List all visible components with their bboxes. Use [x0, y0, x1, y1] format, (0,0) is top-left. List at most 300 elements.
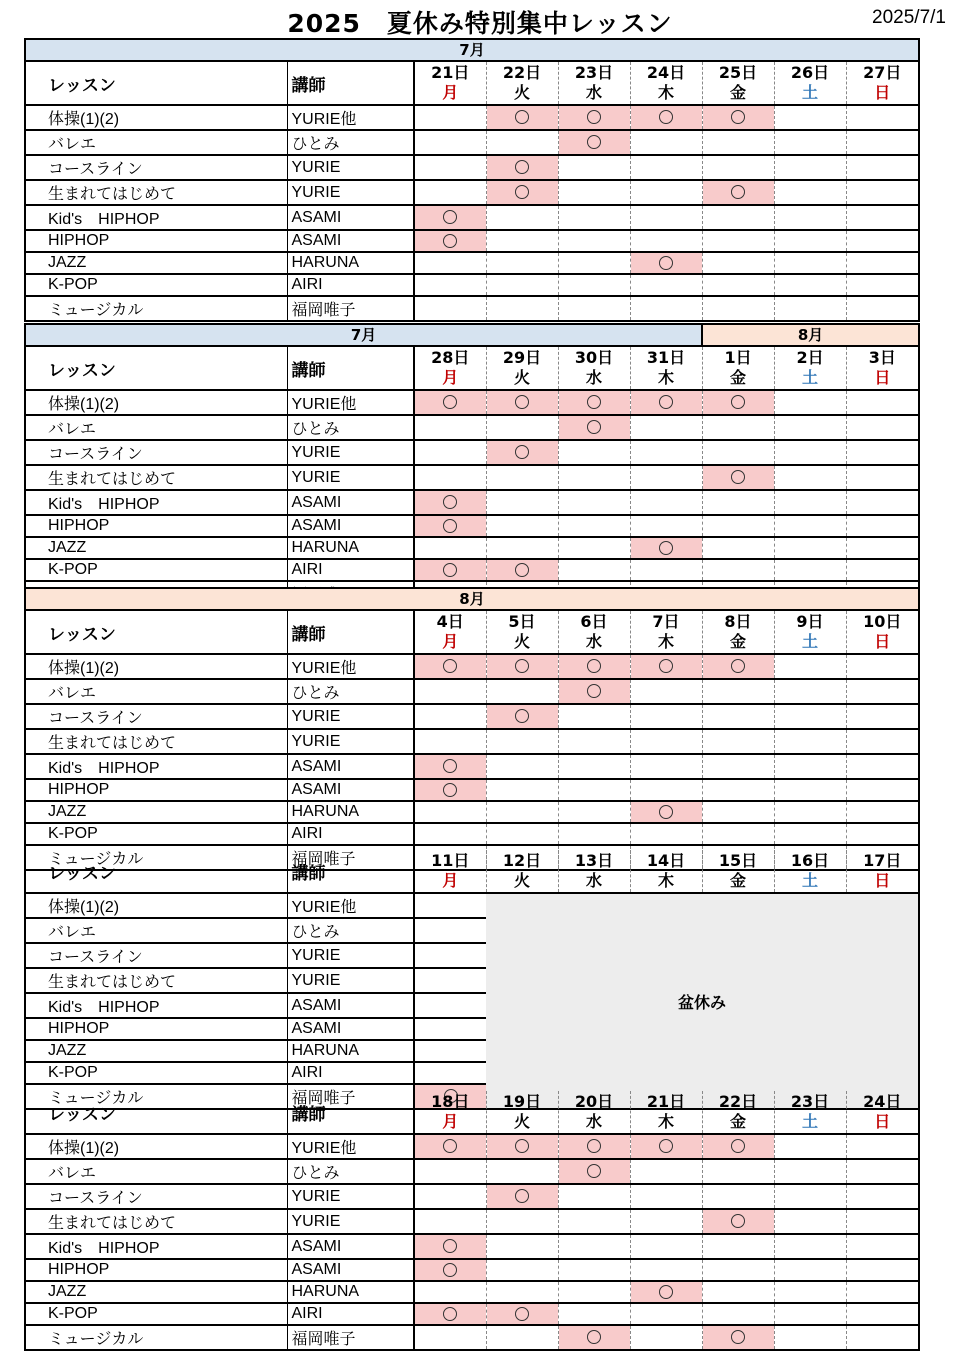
lesson-slot [630, 1234, 702, 1259]
lesson-slot-on [486, 559, 558, 581]
lesson-slot [414, 968, 486, 993]
lesson-slot [774, 754, 846, 779]
lesson-slot [558, 230, 630, 252]
lesson-name: K-POP [25, 1303, 287, 1325]
weekday-label: 木 [658, 368, 675, 387]
lesson-slot-on [630, 390, 702, 415]
lesson-slot [846, 1303, 919, 1325]
lesson-name: コースライン [25, 943, 287, 968]
lesson-row [25, 1134, 919, 1159]
weekday-label: 水 [585, 871, 602, 890]
lesson-mark [587, 1164, 601, 1178]
lesson-slot-on [630, 654, 702, 679]
teacher-name: AIRI [287, 1062, 414, 1084]
lesson-mark [659, 395, 673, 409]
lesson-slot-on [414, 1234, 486, 1259]
lesson-row [25, 1184, 919, 1209]
lesson-mark [443, 783, 457, 797]
weekday-label: 日 [874, 368, 891, 387]
lesson-row [25, 180, 919, 205]
lesson-mark [515, 659, 529, 673]
lesson-slot-on [702, 1134, 774, 1159]
day-header [558, 346, 630, 390]
day-header [486, 850, 558, 893]
lesson-slot [774, 130, 846, 155]
day-header [846, 850, 919, 893]
day-number: 13日 [574, 851, 614, 870]
lesson-slot [630, 1209, 702, 1234]
lesson-slot [558, 465, 630, 490]
lesson-slot [486, 415, 558, 440]
lesson-row [25, 754, 919, 779]
lesson-row [25, 296, 919, 321]
week-table-1 [24, 38, 918, 322]
lesson-slot [774, 729, 846, 754]
day-header [414, 610, 486, 654]
lesson-row [25, 1281, 919, 1303]
lesson-name: K-POP [25, 1062, 287, 1084]
lesson-mark [587, 1330, 601, 1344]
lesson-slot [846, 679, 919, 704]
lesson-name: HIPHOP [25, 779, 287, 801]
lesson-mark [587, 395, 601, 409]
lesson-name: 体操(1)(2) [25, 654, 287, 679]
month-bar [25, 39, 919, 61]
lesson-mark [731, 110, 745, 124]
teacher-name: YURIE [287, 465, 414, 490]
day-header [846, 346, 919, 390]
lesson-slot [558, 274, 630, 296]
lesson-slot [486, 1259, 558, 1281]
day-header [630, 610, 702, 654]
lesson-slot [558, 1184, 630, 1209]
lesson-name: 体操(1)(2) [25, 893, 287, 918]
teacher-name: HARUNA [287, 1040, 414, 1062]
lesson-mark [443, 210, 457, 224]
lesson-slot [414, 801, 486, 823]
lesson-slot [414, 155, 486, 180]
lesson-slot [486, 823, 558, 845]
lesson-slot-on [630, 1281, 702, 1303]
lesson-mark [443, 519, 457, 533]
lesson-slot [774, 801, 846, 823]
lesson-mark [515, 185, 529, 199]
lesson-slot-on [702, 654, 774, 679]
lesson-slot [702, 779, 774, 801]
header-row [25, 850, 919, 893]
lesson-row [25, 390, 919, 415]
lesson-slot [702, 1159, 774, 1184]
month-label: 8月 [702, 324, 919, 346]
day-header [702, 850, 774, 893]
week-table-4 [24, 850, 918, 1110]
lesson-name: バレエ [25, 918, 287, 943]
lesson-mark [587, 420, 601, 434]
lesson-slot [702, 440, 774, 465]
lesson-slot-on [702, 1325, 774, 1350]
lesson-slot [846, 823, 919, 845]
lesson-mark [443, 1139, 457, 1153]
teacher-name: ASAMI [287, 754, 414, 779]
lesson-mark [515, 445, 529, 459]
lesson-slot [846, 1209, 919, 1234]
lesson-slot-on [414, 490, 486, 515]
lesson-slot [774, 1234, 846, 1259]
lesson-row [25, 274, 919, 296]
day-number: 12日 [502, 851, 542, 870]
lesson-name: 体操(1)(2) [25, 105, 287, 130]
day-number: 30日 [574, 348, 614, 367]
lesson-mark [515, 160, 529, 174]
day-header [630, 1091, 702, 1134]
lesson-slot [486, 779, 558, 801]
lesson-mark [659, 256, 673, 270]
lesson-row [25, 515, 919, 537]
day-header [846, 610, 919, 654]
schedule-grid [24, 1091, 920, 1351]
teacher-header: 講師 [287, 1091, 414, 1134]
lesson-slot [630, 704, 702, 729]
lesson-slot [558, 155, 630, 180]
day-number: 17日 [863, 851, 902, 870]
week-table-3 [24, 587, 918, 871]
day-header [774, 61, 846, 105]
lesson-slot [486, 274, 558, 296]
week-table-2 [24, 323, 918, 607]
month-label: 7月 [25, 324, 702, 346]
lesson-name: コースライン [25, 155, 287, 180]
lesson-mark [659, 1139, 673, 1153]
lesson-slot [558, 440, 630, 465]
lesson-name: ミュージカル [25, 1084, 287, 1109]
lesson-mark [659, 659, 673, 673]
weekday-label: 水 [585, 632, 602, 651]
teacher-name: ひとみ [287, 918, 414, 943]
weekday-label: 金 [729, 83, 746, 102]
teacher-name: HARUNA [287, 537, 414, 559]
lesson-name: K-POP [25, 274, 287, 296]
lesson-slot-on [630, 105, 702, 130]
lesson-slot-on [558, 1325, 630, 1350]
lesson-slot [414, 1018, 486, 1040]
weekday-label: 金 [730, 368, 747, 387]
day-header [702, 61, 774, 105]
lesson-slot [846, 729, 919, 754]
lesson-slot [702, 296, 774, 321]
teacher-name: ひとみ [287, 415, 414, 440]
day-number: 7日 [652, 612, 680, 631]
lesson-slot [486, 465, 558, 490]
lesson-slot [702, 1259, 774, 1281]
lesson-slot [846, 537, 919, 559]
weekday-label: 金 [729, 871, 746, 890]
lesson-slot-on [486, 155, 558, 180]
day-header [774, 610, 846, 654]
teacher-name: AIRI [287, 559, 414, 581]
day-number: 29日 [502, 348, 542, 367]
lesson-slot-on [486, 654, 558, 679]
lesson-slot [846, 704, 919, 729]
lesson-slot [846, 415, 919, 440]
lesson-slot [414, 415, 486, 440]
lesson-slot [846, 180, 919, 205]
lesson-mark [443, 1307, 457, 1321]
lesson-slot [558, 180, 630, 205]
lesson-slot-on [558, 390, 630, 415]
teacher-name: ASAMI [287, 1234, 414, 1259]
lesson-slot [846, 155, 919, 180]
lesson-mark [443, 563, 457, 577]
lesson-slot [846, 801, 919, 823]
lesson-row [25, 440, 919, 465]
lesson-slot [630, 1184, 702, 1209]
lesson-slot [558, 1281, 630, 1303]
lesson-name: K-POP [25, 559, 287, 581]
lesson-slot [846, 105, 919, 130]
lesson-slot [414, 1325, 486, 1350]
lesson-slot-on [486, 1134, 558, 1159]
document-date: 2025/7/1 [872, 7, 946, 28]
lesson-row [25, 1259, 919, 1281]
lesson-slot [486, 754, 558, 779]
lesson-slot [774, 654, 846, 679]
lesson-slot [774, 1303, 846, 1325]
day-header [486, 610, 558, 654]
teacher-name: ひとみ [287, 679, 414, 704]
teacher-name: YURIE [287, 1184, 414, 1209]
lesson-mark [659, 805, 673, 819]
lesson-slot [630, 1325, 702, 1350]
schedule-grid [24, 323, 920, 607]
lesson-slot [630, 490, 702, 515]
lesson-slot [774, 180, 846, 205]
header-row [25, 61, 919, 105]
day-number: 15日 [718, 851, 758, 870]
lesson-row [25, 654, 919, 679]
lesson-slot-on [414, 779, 486, 801]
teacher-name: ASAMI [287, 205, 414, 230]
month-bar [25, 324, 919, 346]
weekday-label: 木 [657, 871, 674, 890]
day-header [486, 1091, 558, 1134]
teacher-name: 福岡唯子 [287, 1325, 414, 1350]
teacher-name: YURIE [287, 968, 414, 993]
lesson-row [25, 130, 919, 155]
lesson-name: 生まれてはじめて [25, 465, 287, 490]
lesson-slot [846, 559, 919, 581]
lesson-slot [702, 801, 774, 823]
weekday-label: 日 [874, 1112, 891, 1131]
schedule-grid [24, 38, 920, 322]
lesson-slot [414, 465, 486, 490]
lesson-row [25, 205, 919, 230]
lesson-header: レッスン [25, 346, 287, 390]
teacher-name: 福岡唯子 [287, 1084, 414, 1109]
lesson-name: Kid's HIPHOP [25, 754, 287, 779]
lesson-slot [702, 1234, 774, 1259]
lesson-slot-on [630, 1134, 702, 1159]
weekday-label: 金 [729, 632, 746, 651]
lesson-mark [443, 1263, 457, 1277]
lesson-slot [774, 1159, 846, 1184]
lesson-slot [774, 1259, 846, 1281]
lesson-slot [702, 130, 774, 155]
day-header [846, 61, 919, 105]
lesson-slot-on [414, 1259, 486, 1281]
weekday-label: 水 [585, 83, 602, 102]
lesson-slot-on [414, 559, 486, 581]
lesson-slot [414, 537, 486, 559]
lesson-name: JAZZ [25, 1040, 287, 1062]
lesson-slot [846, 1281, 919, 1303]
lesson-slot [846, 1159, 919, 1184]
lesson-slot [702, 1281, 774, 1303]
lesson-mark [587, 1139, 601, 1153]
teacher-name: YURIE他 [287, 1134, 414, 1159]
lesson-name: ミュージカル [25, 845, 287, 870]
lesson-slot [414, 1159, 486, 1184]
lesson-name: JAZZ [25, 252, 287, 274]
lesson-slot [846, 440, 919, 465]
lesson-slot [414, 918, 486, 943]
lesson-slot [414, 274, 486, 296]
lesson-mark [731, 659, 745, 673]
lesson-slot [774, 1325, 846, 1350]
day-number: 31日 [646, 348, 686, 367]
lesson-slot [774, 230, 846, 252]
lesson-slot [558, 754, 630, 779]
lesson-slot [774, 1134, 846, 1159]
lesson-slot [630, 823, 702, 845]
day-number: 20日 [574, 1092, 614, 1111]
day-header [702, 1091, 774, 1134]
header-row [25, 1091, 919, 1134]
lesson-slot-on [486, 440, 558, 465]
lesson-slot [558, 296, 630, 321]
lesson-slot [486, 252, 558, 274]
lesson-name: バレエ [25, 130, 287, 155]
teacher-name: YURIE他 [287, 105, 414, 130]
lesson-slot [702, 155, 774, 180]
lesson-name: 生まれてはじめて [25, 729, 287, 754]
weekday-label: 月 [442, 871, 459, 890]
lesson-slot-on [558, 1134, 630, 1159]
lesson-mark [731, 1330, 745, 1344]
weekday-label: 日 [874, 632, 891, 651]
lesson-name: HIPHOP [25, 1259, 287, 1281]
lesson-name: JAZZ [25, 801, 287, 823]
teacher-header: 講師 [287, 346, 414, 390]
lesson-slot [486, 537, 558, 559]
lesson-slot [702, 559, 774, 581]
lesson-slot-on [486, 180, 558, 205]
lesson-slot [774, 1281, 846, 1303]
lesson-slot [702, 274, 774, 296]
lesson-header: レッスン [25, 61, 287, 105]
lesson-slot [630, 296, 702, 321]
teacher-header: 講師 [287, 850, 414, 893]
lesson-slot [702, 1184, 774, 1209]
lesson-mark [659, 541, 673, 555]
lesson-row [25, 704, 919, 729]
teacher-name: ひとみ [287, 130, 414, 155]
lesson-header: レッスン [25, 610, 287, 654]
lesson-row [25, 729, 919, 754]
lesson-slot [846, 754, 919, 779]
teacher-name: HARUNA [287, 252, 414, 274]
lesson-name: HIPHOP [25, 515, 287, 537]
teacher-name: ASAMI [287, 779, 414, 801]
lesson-slot [846, 779, 919, 801]
day-number: 8日 [724, 612, 752, 631]
lesson-slot-on [414, 654, 486, 679]
lesson-slot [414, 180, 486, 205]
lesson-slot [414, 1040, 486, 1062]
teacher-name: 福岡唯子 [287, 845, 414, 870]
day-number: 24日 [863, 1092, 902, 1111]
lesson-slot [630, 415, 702, 440]
day-header [774, 1091, 846, 1134]
lesson-slot [846, 1234, 919, 1259]
lesson-mark [515, 1139, 529, 1153]
lesson-mark [443, 495, 457, 509]
weekday-label: 火 [513, 871, 530, 890]
teacher-name: AIRI [287, 274, 414, 296]
lesson-mark [731, 395, 745, 409]
lesson-name: K-POP [25, 823, 287, 845]
weekday-label: 月 [442, 368, 459, 387]
day-number: 22日 [502, 63, 542, 82]
lesson-slot [774, 679, 846, 704]
day-number: 11日 [431, 851, 470, 870]
lesson-name: JAZZ [25, 537, 287, 559]
teacher-name: YURIE [287, 729, 414, 754]
day-header [486, 346, 558, 390]
lesson-mark [515, 1189, 529, 1203]
lesson-slot [558, 559, 630, 581]
lesson-header: レッスン [25, 850, 287, 893]
lesson-slot [414, 704, 486, 729]
lesson-slot [486, 1159, 558, 1184]
lesson-slot [846, 390, 919, 415]
lesson-slot [486, 801, 558, 823]
lesson-slot [846, 1134, 919, 1159]
teacher-name: ひとみ [287, 1159, 414, 1184]
weekday-label: 火 [513, 83, 530, 102]
day-number: 21日 [431, 63, 470, 82]
lesson-slot [630, 1303, 702, 1325]
day-number: 21日 [646, 1092, 686, 1111]
lesson-slot [774, 559, 846, 581]
lesson-name: 体操(1)(2) [25, 390, 287, 415]
weekday-label: 土 [801, 83, 818, 102]
lesson-slot [486, 679, 558, 704]
lesson-slot [774, 515, 846, 537]
day-number: 4日 [436, 612, 464, 631]
lesson-slot [630, 180, 702, 205]
lesson-header: レッスン [25, 1091, 287, 1134]
teacher-name: AIRI [287, 1303, 414, 1325]
lesson-mark [587, 684, 601, 698]
weekday-label: 月 [442, 632, 459, 651]
lesson-slot [846, 1259, 919, 1281]
lesson-slot-on [414, 754, 486, 779]
lesson-name: Kid's HIPHOP [25, 205, 287, 230]
lesson-slot-on [702, 180, 774, 205]
day-number: 25日 [718, 63, 758, 82]
day-header [414, 346, 486, 390]
lesson-slot [630, 155, 702, 180]
